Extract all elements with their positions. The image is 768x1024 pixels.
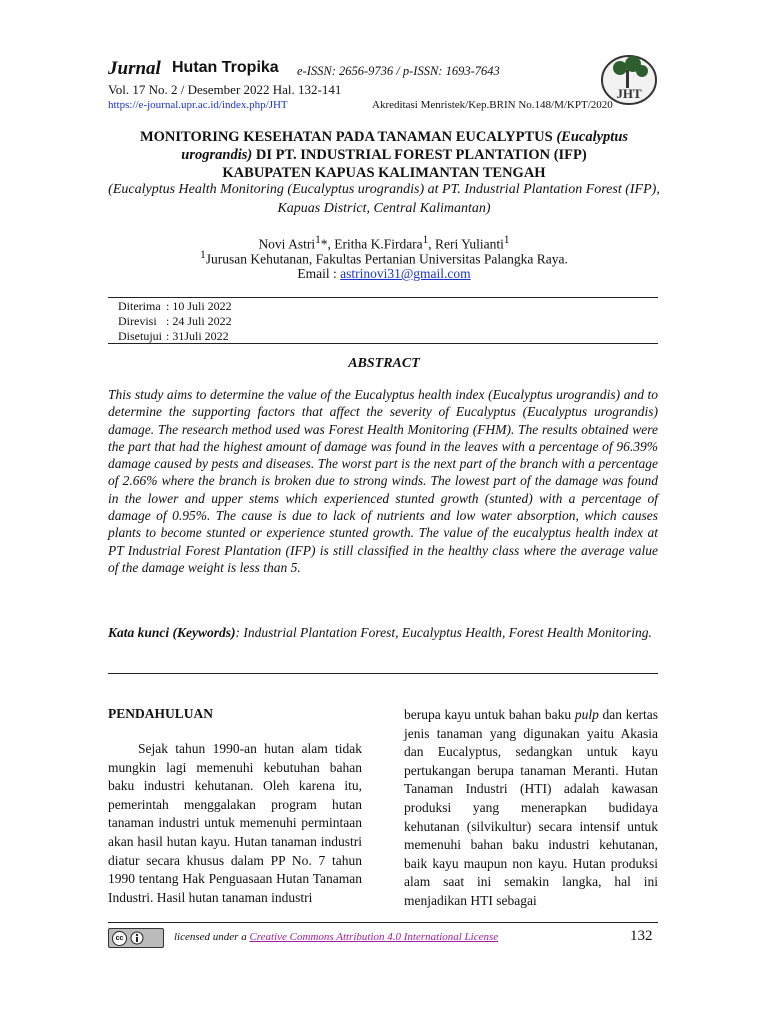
keywords: Kata kunci (Keywords): Industrial Plantation Forest, Eucalyptus Health, Forest Health Monitoring. <box>108 625 652 640</box>
divider-abstract-bottom <box>108 673 658 674</box>
article-subtitle: (Eucalyptus Health Monitoring (Eucalyptus urograndis) at PT. Industrial Plantation Forest (IFP), Kapuas District, Central Kalimantan) <box>108 182 660 216</box>
divider-dates-bottom <box>108 343 658 344</box>
section-heading: PENDAHULUAN <box>108 706 214 721</box>
paragraph: berupa kayu untuk bahan baku pulp dan kertas jenis tanaman yang digunakan yaitu Akasia dan Eucalyptus, sedangkan untuk kayu pertukangan berupa tanaman Meranti. Hutan Tanaman Industri (HTI) adalah kawasan produksi yang menerapkan budidaya kehutanan (silvikultur) secara intensif untuk memenuhi bahan baku industri kehutanan, baik kayu maupun non kayu. Hutan produksi alam saat ini semakin langka, hal ini menjadikan HTI sebagai <box>404 707 658 908</box>
affiliation: $^1$Jurusan Kehutanan, Fakultas Pertanian Universitas Palangka Raya. <box>200 249 568 267</box>
journal-logo-text: Jurnal <box>108 58 161 79</box>
attribution-icon <box>130 931 144 945</box>
divider-footer <box>108 922 658 923</box>
dates-table <box>118 299 236 344</box>
abstract-text: This study aims to determine the value of the Eucalyptus health index (Eucalyptus urograndis) and to determine the supporting factors that affect the severity of Eucalyptus (Eucalyptus urograndis) damage. The research method used was Forest Health Monitoring (FHM). The results obtained were the part that had the highest amount of damage was found in the leaves with a percentage of 96.39% damage caused by pests and diseases. The worst part is the next part of the branch with a percentage of 2.66% where the branch is broken due to strong winds. The lowest part of the damage was found in the lower and upper stems which experienced stunted growth (stunted) with a percentage of damage of 0.95%. The cause is due to lack of nutrients and low water absorption, which causes plants to become stunted or experience stunted growth. The value of the eucalyptus health index at PT Industrial Forest Plantation (IFP) is still classified in the healthy class where the average value of the damage weight is less than 5. <box>108 387 658 575</box>
authors: Novi Astri$^1$*, Eritha K.Firdara$^1$, Reri Yulianti$^1$ <box>258 234 510 252</box>
license-text: licensed under a Creative Commons Attribution 4.0 International License <box>174 931 499 943</box>
accreditation: Akreditasi Menristek/Kep.BRIN No.148/M/KPT/2020 <box>372 99 613 111</box>
cc-icon: cc <box>112 931 127 946</box>
date-row: Diterima : 10 Juli 2022 <box>118 299 232 313</box>
issn: e-ISSN: 2656-9736 / p-ISSN: 1693-7643 <box>297 64 500 78</box>
paragraph: Sejak tahun 1990-an hutan alam tidak mungkin lagi memenuhi kebutuhan bahan baku industri kehutanan. Oleh karena itu, pemerintah menggalakan program hutan tanaman industri untuk memenuhi permintaan akan hasil hutan kayu. Hutan tanaman industri diatur secara khusus dalam PP No. 7 tahun 1990 tentang Hak Penguasaan Hutan Tanaman Industri. Hasil hutan tanaman industri <box>108 741 362 905</box>
journal-url-link[interactable]: https://e-journal.upr.ac.id/index.php/JHT <box>108 99 288 111</box>
volume-info: Vol. 17 No. 2 / Desember 2022 Hal. 132-141 <box>108 82 342 97</box>
date-row: Disetujui : 31Juli 2022 <box>118 329 229 343</box>
divider-top <box>108 297 658 298</box>
keywords-label: Kata kunci (Keywords) <box>108 625 236 640</box>
abstract-heading: ABSTRACT <box>348 356 420 371</box>
date-row: Direvisi : 24 Juli 2022 <box>118 314 232 328</box>
article-title: MONITORING KESEHATAN PADA TANAMAN EUCALYPTUS (Eucalyptus urograndis) DI PT. INDUSTRIAL FOREST PLANTATION (IFP) KABUPATEN KAPUAS KALIMANTAN TENGAH <box>139 129 629 181</box>
cc-license-badge[interactable] <box>108 928 164 948</box>
email-line: Email : astrinovi31@gmail.com <box>297 266 471 281</box>
journal-emblem-icon <box>600 54 658 106</box>
page-number: 132 <box>630 928 653 944</box>
body-column-left <box>108 740 362 907</box>
emblem-label: JHT <box>616 86 642 101</box>
license-link[interactable]: Creative Commons Attribution 4.0 International License <box>249 931 499 943</box>
email-link[interactable]: astrinovi31@gmail.com <box>340 266 471 281</box>
body-column-right <box>404 706 658 911</box>
journal-name: Hutan Tropika <box>172 59 279 76</box>
